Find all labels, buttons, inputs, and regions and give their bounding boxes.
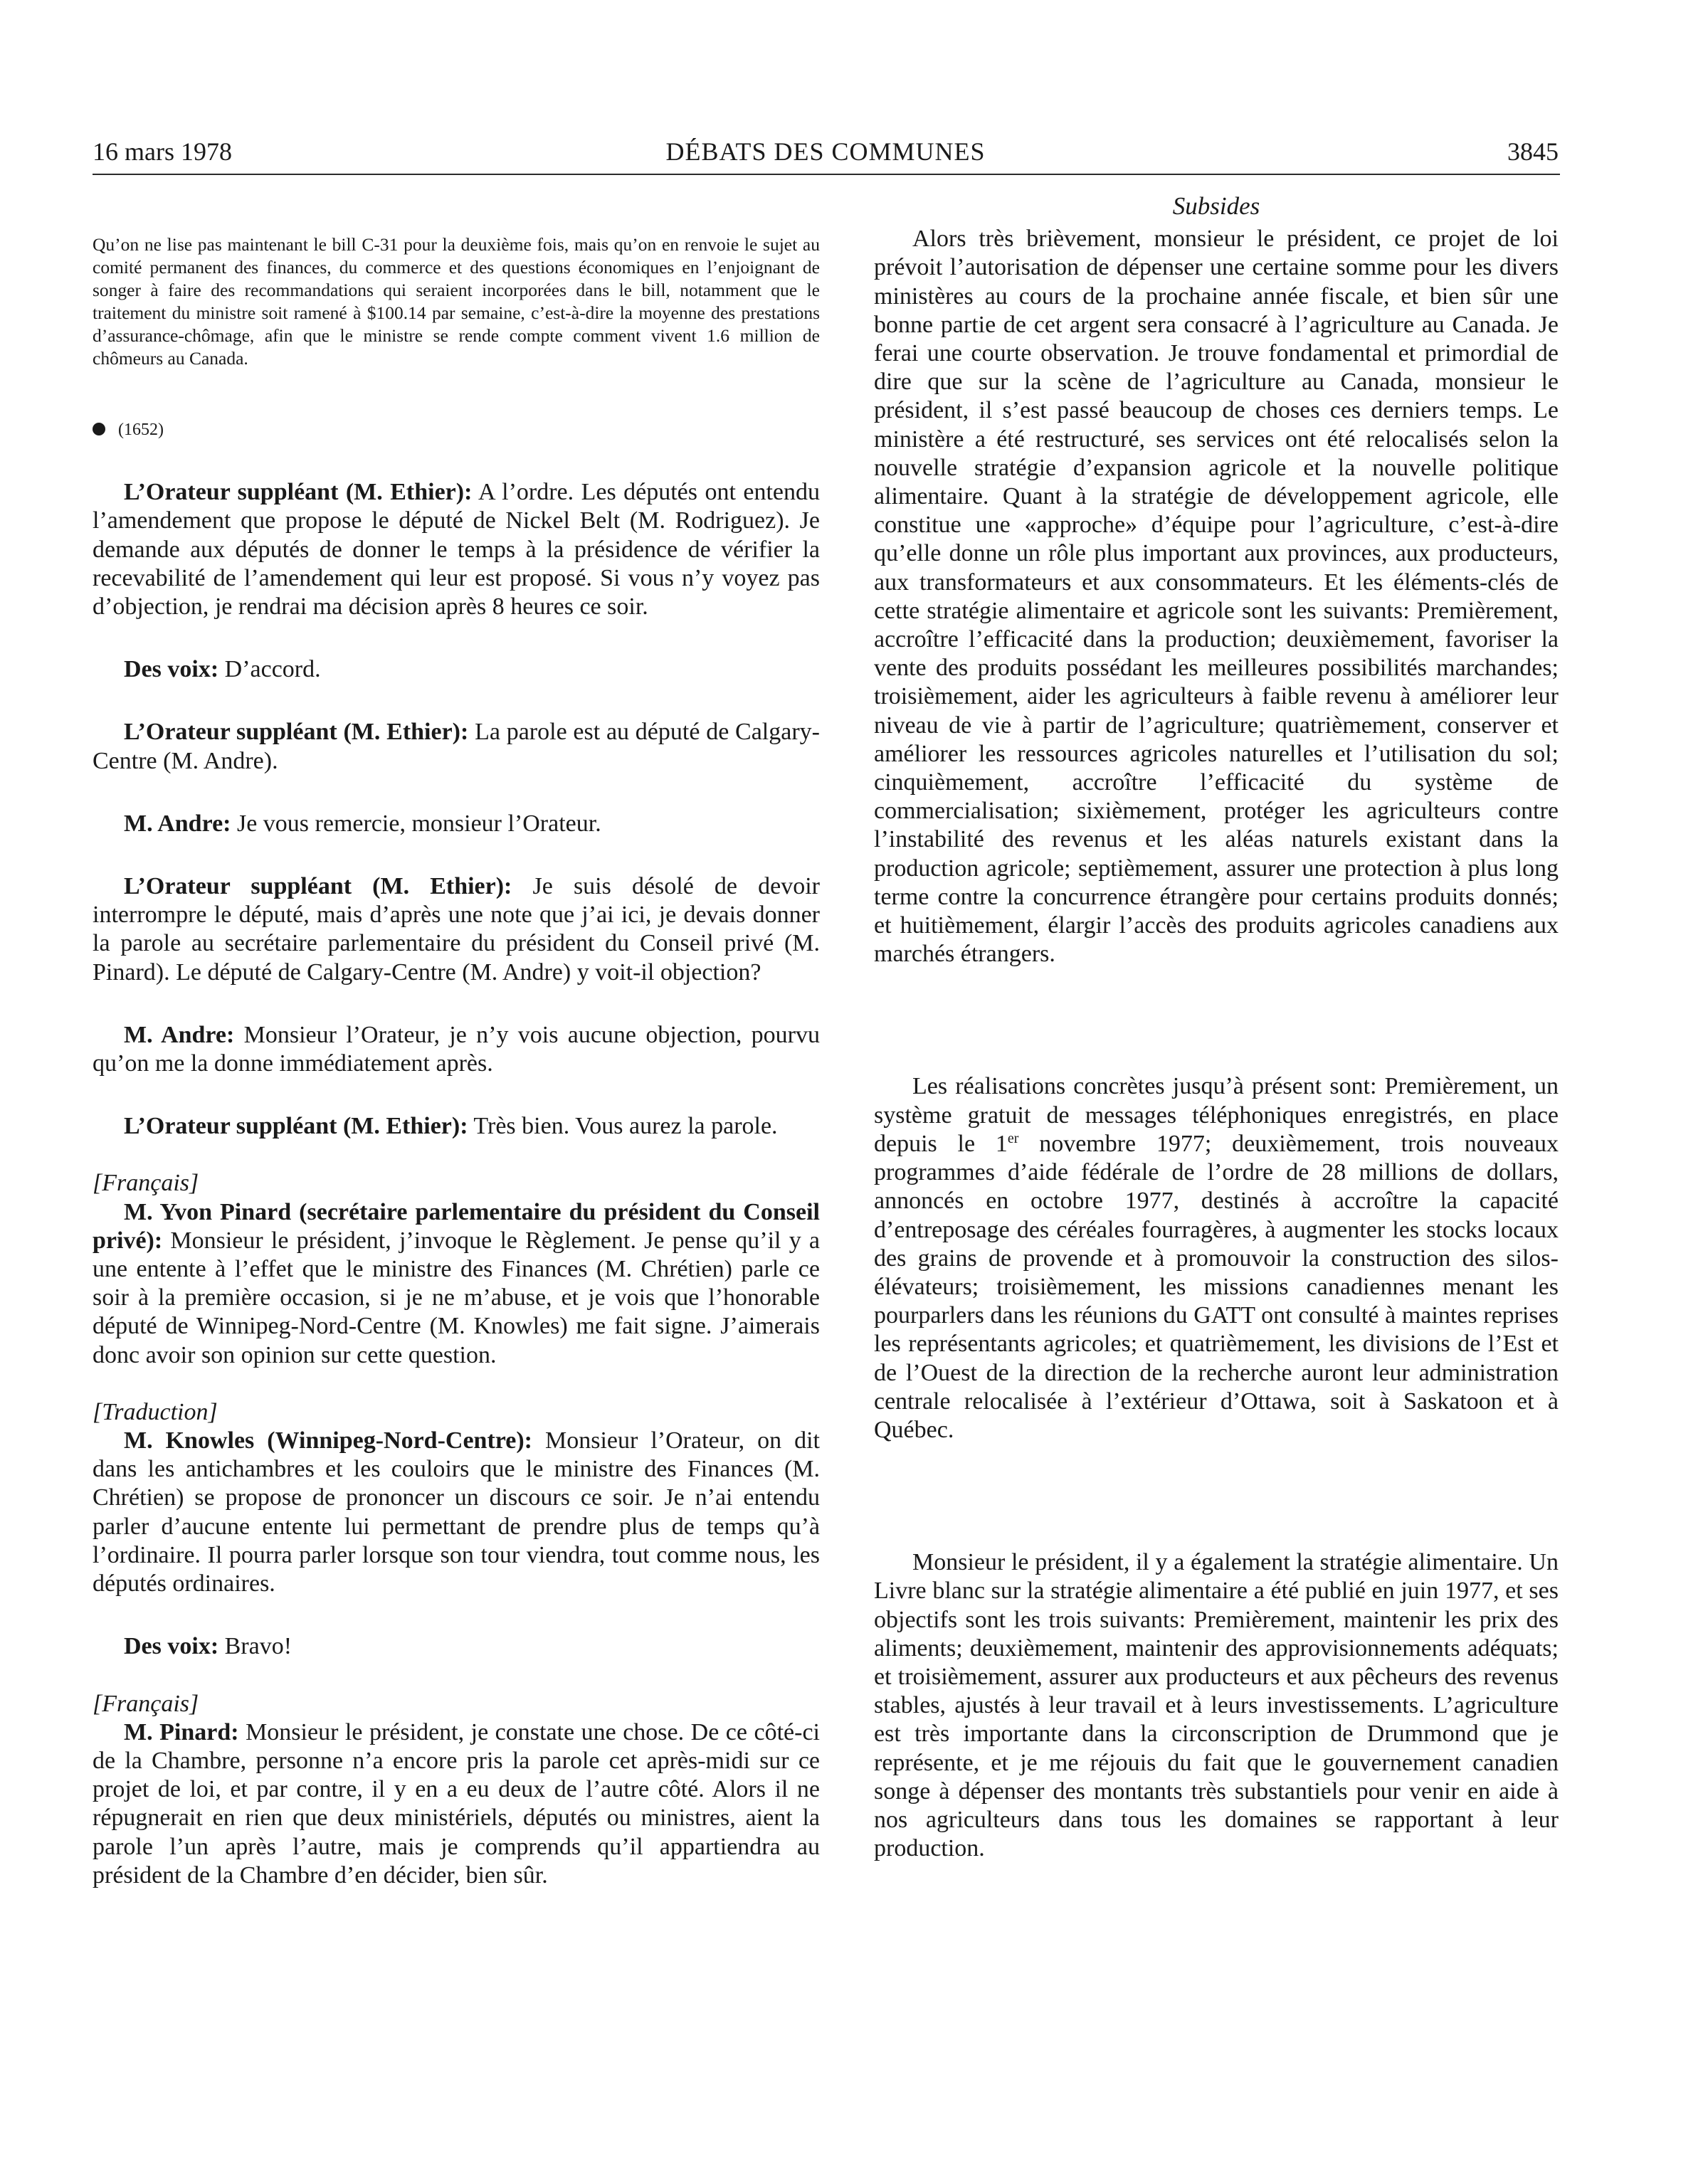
speech-text: La parole est au député de Calgary-Centre (M. Andre). <box>93 719 820 774</box>
left-column <box>93 192 820 1890</box>
speaker-name: Des voix: <box>124 1633 219 1660</box>
speech-text: Très bien. Vous aurez la parole. <box>468 1113 778 1140</box>
speaker-name: M. Andre: <box>124 1021 235 1048</box>
speech-paragraph <box>93 1112 820 1141</box>
speaker-name: L’Orateur suppléant (M. Ethier): <box>124 873 512 900</box>
speech-text: A l’ordre. Les députés ont entendu l’amendement que propose le député de Nickel Belt (M. Rodriguez). Je demande aux députés de donner le temps à la présidence de vérifier la recevabilité de l’amendement qui leur est proposé. Si vous n’y voyez pas d’objection, je rendrai ma décision après 8 heures ce soir. <box>93 479 820 620</box>
speech-paragraph <box>93 1632 820 1661</box>
speech-text: Monsieur l’Orateur, je n’y vois aucune objection, pourvu qu’on me la donne immédiatement après. <box>93 1021 820 1077</box>
speech-paragraph <box>93 718 820 775</box>
speech-paragraph <box>93 872 820 987</box>
speech-text: Bravo! <box>218 1633 292 1660</box>
speech-text: Les réalisations concrètes jusqu’à présent sont: Premièrement, un système gratuit de messages téléphoniques enregistrés, en place depuis le 1 <box>874 1073 1559 1157</box>
speech-paragraph <box>93 1718 820 1890</box>
language-marker: [Français] <box>93 1170 199 1197</box>
right-column <box>874 192 1559 1863</box>
speech-paragraph: Alors très brièvement, monsieur le président, ce projet de loi prévoit l’autorisation de dépenser une certaine somme pour les divers ministères au cours de la prochaine année fiscale, et bien sûr une bonne partie de cet argent sera consacré à l’agriculture au Canada. Je ferai une courte observation. Je trouve fondamental et primordial de dire que sur la scène de l’agriculture au Canada, monsieur le président, il s’est passé beaucoup de choses ces derniers temps. Le ministère a été restructuré, ses services ont été relocalisés selon la nouvelle stratégie d’expansion agricole et la nouvelle politique alimentaire. Quant à la stratégie de développement agricole, elle constitue une «approche» d’équipe pour l’agriculture, c’est-à-dire qu’elle donne un rôle plus important aux provinces, aux producteurs, aux transformateurs et aux consommateurs. Et les éléments-clés de cette stratégie alimentaire et agricole sont les suivants: Premièrement, accroître l’efficacité dans la production; deuxièmement, favoriser la vente des produits possédant les meilleures possibilités marchandes; troisièmement, aider les agriculteurs à faible revenu à améliorer leur niveau de vie à partir de l’agriculture; quatrièmement, conserver et améliorer les ressources agricoles naturelles et l’utilisation du sol; cinquièmement, accroître l’efficacité du système de commercialisation; sixièmement, protéger les agriculteurs contre l’instabilité des revenus et les aléas naturels existant dans la production agricole; septièmement, assurer une protection à plus long terme contre la concurrence étrangère pour certains produits donnés; et huitièmement, élargir l’accès des produits agricoles canadiens aux marchés étrangers. <box>874 226 1559 968</box>
speech-text: Monsieur le président, je constate une chose. De ce côté-ci de la Chambre, personne n’a encore pris la parole cet après-midi sur ce projet de loi, et par contre, il y en a eu deux de l’autre côté. Alors il ne répugnerait en rien que deux ministériels, députés ou ministres, aient la parole l’un après l’autre, mais je comprends qu’il appartiendra au président de la Chambre d’en décider, bien sûr. <box>93 1718 820 1888</box>
speech-paragraph <box>93 1198 820 1370</box>
speaker-name: M. Andre: <box>124 810 231 837</box>
speech-paragraph: Monsieur le président, il y a également la stratégie alimentaire. Un Livre blanc sur la stratégie alimentaire a été publié en juin 1977, et ses objectifs sont les trois suivants: Premièrement, maintenir les prix des aliments; deuxièmement, maintenir des approvisionnements adéquats; et troisièmement, assurer aux producteurs et aux pêcheurs des revenus stables, ajustés à leur travail et à leurs investissements. L’agriculture est très importante dans la circonscription de Drummond que je représente, et je me réjouis du fait que le gouvernement canadien songe à dépenser des montants très substantiels pour venir en aide à nos agriculteurs dans tous les domaines se rapportant à leur production. <box>874 1549 1559 1862</box>
speech-paragraph <box>93 478 820 621</box>
section-title: Subsides <box>1172 192 1260 220</box>
speech-text: Monsieur le président, j’invoque le Règlement. Je pense qu’il y a une entente à l’effet que le ministre des Finances (M. Chrétien) parle ce soir à la première occasion, si je ne m’abuse, et je vois que l’honorable député de Winnipeg-Nord-Centre (M. Knowles) me fait signe. J’aimerais donc avoir son opinion sur cette question. <box>93 1227 820 1368</box>
time-marker <box>93 416 820 444</box>
speaker-name: L’Orateur suppléant (M. Ethier): <box>124 479 473 506</box>
speech-paragraph <box>874 1072 1559 1444</box>
header-date: 16 mars 1978 <box>93 137 232 166</box>
speech-paragraph <box>93 655 820 684</box>
speech-paragraph <box>93 1021 820 1078</box>
speaker-name: M. Yvon Pinard (secrétaire parlementaire du président du Conseil privé): <box>93 1198 820 1254</box>
header-page-number: 3845 <box>1507 137 1559 166</box>
speech-text: novembre 1977; deuxièmement, trois nouveaux programmes d’aide fédérale de l’ordre de 28 millions de dollars, annoncés en octobre 1977, destinés à accroître la capacité d’entreposage des céréales fourragères, à augmenter les stocks locaux des grains de provende et à promouvoir la construction des silos-élévateurs; troisièmement, les missions canadiennes menant les pourparlers dans les réunions du GATT ont consulté à maintes reprises les représentants agricoles; et quatrièmement, les divisions de l’Est et de l’Ouest de la direction de la recherche auront leur administration centrale relocalisée à l’extérieur d’Ottawa, soit à Saskatoon et à Québec. <box>874 1130 1559 1443</box>
running-header <box>93 137 1559 174</box>
speech-paragraph <box>93 810 820 838</box>
amendment-motion: Qu’on ne lise pas maintenant le bill C-31 pour la deuxième fois, mais qu’on en renvoie le sujet au comité permanent des finances, du commerce et des questions économiques en l’enjoignant de songer à faire des recommandations qui seraient incorporées dans le bill, notamment que le traitement du ministre soit ramené à $100.14 par semaine, c’est-à-dire la moyenne des prestations d’assurance-chômage, afin que le ministre se rende compte comment vivent 1.6 million de chômeurs au Canada. <box>93 234 820 369</box>
time-marker-text: (1652) <box>118 421 164 439</box>
speaker-name: L’Orateur suppléant (M. Ethier): <box>124 1113 468 1140</box>
speaker-name: L’Orateur suppléant (M. Ethier): <box>124 719 469 746</box>
speech-text: Monsieur l’Orateur, on dit dans les antichambres et les couloirs que le ministre des Finances (M. Chrétien) se propose de prononcer un discours ce soir. Je n’ai entendu parler d’aucune entente lui permettant de prendre plus de temps qu’à l’ordinaire. Il pourra parler lorsque son tour viendra, tout comme nous, les députés ordinaires. <box>93 1427 820 1597</box>
bullet-icon <box>93 423 105 435</box>
speaker-name: M. Pinard: <box>124 1718 239 1745</box>
header-journal-title: DÉBATS DES COMMUNES <box>665 137 986 166</box>
language-marker: [Français] <box>93 1690 199 1717</box>
header-rule <box>93 174 1560 175</box>
speech-text: Je vous remercie, monsieur l’Orateur. <box>231 810 601 837</box>
language-marker: [Traduction] <box>93 1398 218 1425</box>
superscript: er <box>1007 1130 1019 1146</box>
speech-text: Je suis désolé de devoir interrompre le député, mais d’après une note que j’ai ici, je devais donner la parole au secrétaire parlementaire du président du Conseil privé (M. Pinard). Le député de Calgary-Centre (M. Andre) y voit-il objection? <box>93 873 820 986</box>
speaker-name: Des voix: <box>124 656 219 683</box>
speech-text: D’accord. <box>218 656 321 683</box>
speaker-name: M. Knowles (Winnipeg-Nord-Centre): <box>124 1427 532 1454</box>
speech-paragraph <box>93 1427 820 1598</box>
